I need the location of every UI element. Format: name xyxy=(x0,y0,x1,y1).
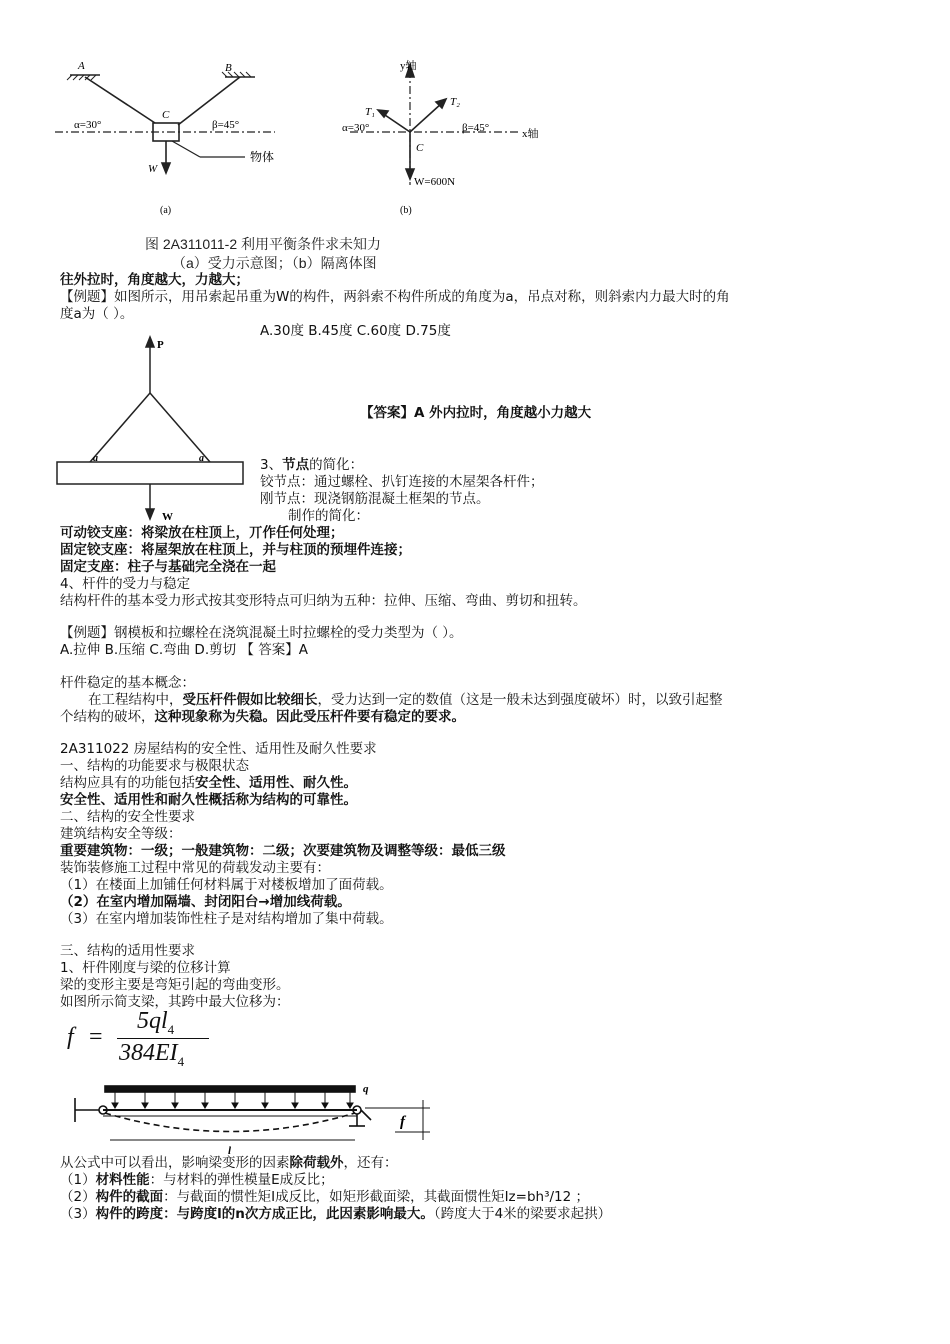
heading-three: 三、结构的适用性要求 xyxy=(60,943,195,959)
caption-a: (a) xyxy=(160,205,172,216)
formula-denominator: $384EI_4$ xyxy=(119,1040,185,1069)
hinge-node: 铰节点：通过螺栓、扒钉连接的木屋架各杆件； xyxy=(260,474,544,490)
formula-numerator: $5ql_4$ xyxy=(137,1008,175,1037)
c-b-label: C xyxy=(416,142,424,154)
angle-left: a xyxy=(93,453,98,464)
beta-label: β=45° xyxy=(212,119,240,131)
alpha-label: α=30° xyxy=(74,119,102,131)
decoration-1: （1）在楼面上加铺任何材料属于对楼板增加了面荷载。 xyxy=(60,877,393,893)
x-axis-label: x轴 xyxy=(522,128,539,140)
reliability-line: 安全性、适用性和耐久性概括称为结构的可靠性。 xyxy=(60,792,357,808)
label-c: C xyxy=(162,109,170,121)
example-question-cont: 度a为（ ）。 xyxy=(60,306,134,322)
object-label: 物体 xyxy=(250,150,275,164)
example-2-options: A.拉伸 B.压缩 C.弯曲 D.剪切 【 答案】A xyxy=(60,642,308,658)
rigid-node: 刚节点：现浇钢筋混凝土框架的节点。 xyxy=(260,491,490,507)
t2-label: T₂ xyxy=(450,96,460,108)
grade-title: 建筑结构安全等级： xyxy=(60,826,182,842)
deflection-intro: 如图所示简支梁，其跨中最大位移为： xyxy=(60,994,290,1010)
t1-label: T₁ xyxy=(365,106,375,118)
factor-2: （2）构件的截面：与截面的惯性矩I成反比，如矩形截面梁，其截面惯性矩Iz=bh³/12 ； xyxy=(60,1189,590,1205)
w-b-label: W=600N xyxy=(414,176,456,188)
load-arrows xyxy=(112,1092,353,1108)
example-question: 【例题】如图所示，用吊索起吊重为W的构件，两斜索不构件所成的角度为a，吊点对称，则斜索内力最大时的角 xyxy=(60,289,730,305)
angle-right: a xyxy=(199,453,204,464)
q-label: q xyxy=(363,1083,369,1095)
stability-para-2: 个结构的破坏，这种现象称为失稳。因此受压杆件要有稳定的要求。 xyxy=(60,709,465,725)
example-options: A.30度 B.45度 C.60度 D.75度 xyxy=(260,323,451,339)
node-title: 3、节点的简化： xyxy=(260,457,364,473)
stiffness-title: 1、杆件刚度与梁的位移计算 xyxy=(60,960,231,976)
decoration-3: （3）在室内增加装饰性柱子是对结构增加了集中荷载。 xyxy=(60,911,393,927)
text-line: 往外拉时，角度越大，力越大； xyxy=(60,272,249,288)
crane-diagram xyxy=(55,335,255,525)
stability-para-1: 在工程结构中，受压杆件假如比较细长，受力达到一定的数值（这是一般未达到强度破坏）时，以致引起整 xyxy=(88,692,723,708)
caption-b: (b) xyxy=(400,205,412,216)
beta-b-label: β=45° xyxy=(462,122,490,134)
label-b: B xyxy=(225,62,232,74)
section-4-text: 结构杆件的基本受力形式按其变形特点可归纳为五种：拉伸、压缩、弯曲、剪切和扭转。 xyxy=(60,593,587,609)
formula-eq: = xyxy=(89,1024,103,1050)
factor-1: （1）材料性能：与材料的弹性模量E成反比； xyxy=(60,1172,334,1188)
figure-caption-1: 图 2A311011-2 利用平衡条件求未知力 xyxy=(145,236,381,252)
support-title: 制作的简化： xyxy=(288,508,369,524)
beam-diagram xyxy=(65,1080,445,1160)
force-diagram-a xyxy=(60,55,539,230)
heading-one: 一、结构的功能要求与极限状态 xyxy=(60,758,249,774)
decoration-2: （2）在室内增加隔墙、封闭阳台→增加线荷载。 xyxy=(60,894,351,910)
fixed-support: 固定支座：柱子与基础完全浇在一起 xyxy=(60,559,276,575)
decoration-title: 装饰装修施工过程中常见的荷载发动主要有： xyxy=(60,860,330,876)
formula-f: f xyxy=(67,1024,74,1050)
w-label: W xyxy=(162,511,173,523)
l-label: l xyxy=(228,1145,232,1157)
alpha-b-label: α=30° xyxy=(342,122,370,134)
example-2: 【例题】钢模板和拉螺栓在浇筑混凝土时拉螺栓的受力类型为（ ）。 xyxy=(60,625,463,641)
grade-detail: 重要建筑物：一级；一般建筑物：二级；次要建筑物及调整等级：最低三级 xyxy=(60,843,506,859)
label-a: A xyxy=(78,60,85,72)
section-heading: 2A311022 房屋结构的安全性、适用性及耐久性要求 xyxy=(60,741,377,757)
y-axis-label: y轴 xyxy=(400,60,417,72)
heading-two: 二、结构的安全性要求 xyxy=(60,809,195,825)
f-label: f xyxy=(400,1114,405,1130)
stability-title: 杆件稳定的基本概念： xyxy=(60,675,195,691)
factor-3: （3）构件的跨度：与跨度l的n次方成正比，此因素影响最大。（跨度大于4米的梁要求起拱） xyxy=(60,1206,612,1222)
figure-caption-2: （a）受力示意图；（b）隔离体图 xyxy=(172,255,377,271)
answer-1: 【答案】A 外内拉时，角度越小力越大 xyxy=(360,405,592,421)
weight-label: W xyxy=(148,163,158,175)
factor-intro: 从公式中可以看出，影响梁变形的因素除荷载外，还有： xyxy=(60,1155,398,1171)
fraction-bar xyxy=(117,1038,209,1039)
section-4-title: 4、杆件的受力与稳定 xyxy=(60,576,191,592)
deformation-line: 梁的变形主要是弯矩引起的弯曲变形。 xyxy=(60,977,290,993)
fixed-hinge-support: 固定铰支座：将屋架放在柱顶上，并与柱顶的预埋件连接； xyxy=(60,542,411,558)
movable-support: 可动铰支座：将梁放在柱顶上，丌作任何处理； xyxy=(60,525,344,541)
deflection-formula xyxy=(65,1008,225,1068)
p-label: P xyxy=(157,339,164,351)
function-line: 结构应具有的功能包括安全性、适用性、耐久性。 xyxy=(60,775,357,791)
